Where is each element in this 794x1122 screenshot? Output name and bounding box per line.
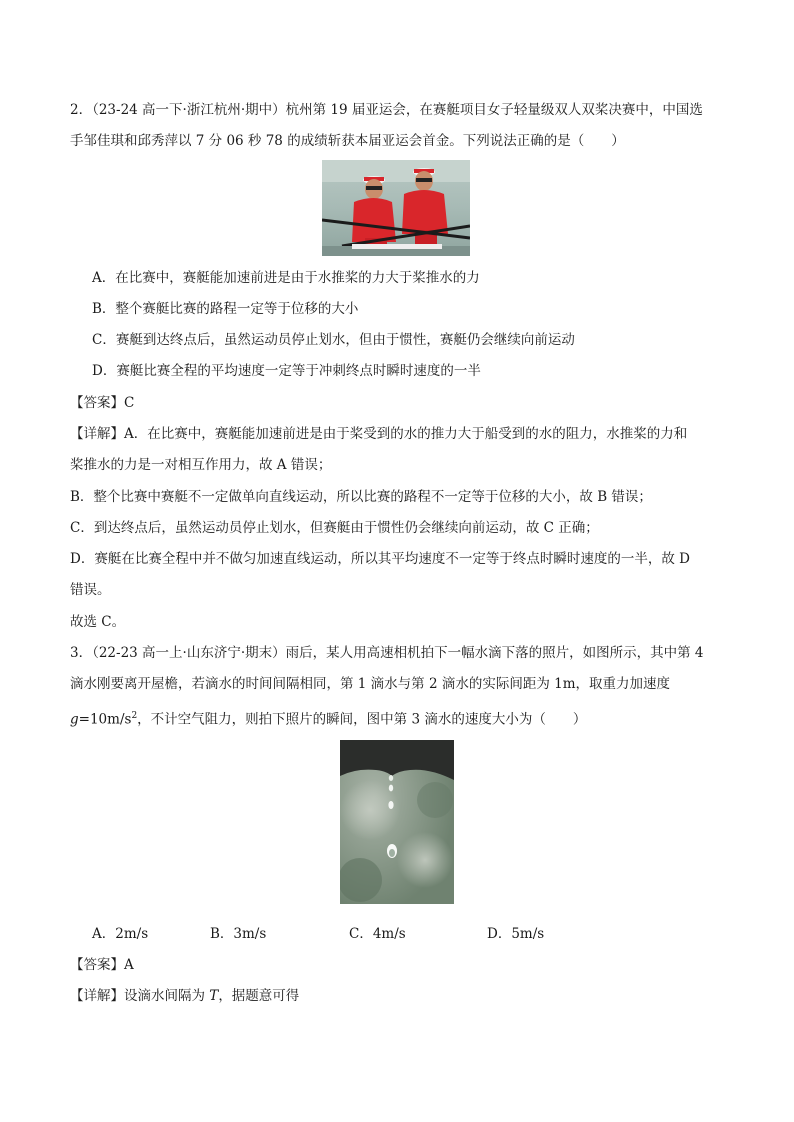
q3-option-b: B．3m/s (210, 926, 267, 942)
q2-option-a: A．在比赛中，赛艇能加速前进是由于水推桨的力大于桨推水的力 (92, 270, 480, 286)
q2-detail-line-3: B．整个比赛中赛艇不一定做单向直线运动，所以比赛的路程不一定等于位移的大小，故 B 错误； (70, 489, 652, 505)
q3-stem-line-3-rest: ，不计空气阻力，则拍下照片的瞬间，图中第 3 滴水的速度大小为（ ） (137, 711, 587, 728)
interval-symbol: T (209, 988, 219, 1004)
q3-stem-line-1: 3．（22-23 高一上·山东济宁·期末）雨后，某人用高速相机拍下一幅水滴下落的照片，如图所示，其中第 4 (70, 645, 704, 661)
q3-stem-line-2: 滴水刚要离开屋檐，若滴水的时间间隔相同，第 1 滴水与第 2 滴水的实际间距为 1m，取重力加速度 (70, 676, 671, 692)
gravity-symbol: g (70, 711, 79, 728)
gravity-exponent: 2 (131, 711, 138, 721)
q2-answer: 【答案】C (70, 395, 135, 411)
q3-option-a: A．2m/s (92, 926, 149, 942)
q3-option-d: D．5m/s (487, 926, 545, 942)
q2-option-d: D．赛艇比赛全程的平均速度一定等于冲刺终点时瞬时速度的一半 (92, 363, 481, 379)
q3-detail-line-1 (70, 986, 299, 1006)
q2-option-c: C．赛艇到达终点后，虽然运动员停止划水，但由于惯性，赛艇仍会继续向前运动 (92, 332, 575, 348)
q2-detail-line-2: 桨推水的力是一对相互作用力，故 A 错误； (70, 457, 332, 473)
q3-stem-line-3 (70, 706, 586, 730)
q2-detail-line-6: 错误。 (70, 582, 111, 598)
gravity-value: =10m/s (78, 711, 132, 728)
q3-answer: 【答案】A (70, 957, 134, 973)
rowing-photo (322, 160, 470, 256)
q2-option-b: B．整个赛艇比赛的路程一定等于位移的大小 (92, 301, 359, 317)
q3-option-c: C．4m/s (349, 926, 406, 942)
q3-detail-suffix: ，据题意可得 (218, 988, 300, 1004)
q2-detail-line-4: C．到达终点后，虽然运动员停止划水，但赛艇由于惯性仍会继续向前运动，故 C 正确； (70, 520, 599, 536)
q2-stem-line-2: 手邹佳琪和邱秀萍以 7 分 06 秒 78 的成绩斩获本届亚运会首金。下列说法正确的是（ ） (70, 133, 625, 149)
q3-detail-prefix: 【详解】设滴水间隔为 (70, 988, 210, 1004)
q2-detail-line-7: 故选 C。 (70, 614, 126, 630)
q2-detail-line-1: 【详解】A．在比赛中，赛艇能加速前进是由于桨受到的水的推力大于船受到的水的阻力，水推桨的力和 (70, 426, 688, 442)
water-drops-photo (340, 740, 454, 904)
q2-stem-line-1: 2．（23-24 高一下·浙江杭州·期中）杭州第 19 届亚运会，在赛艇项目女子轻量级双人双桨决赛中，中国选 (70, 102, 703, 118)
q2-detail-line-5: D．赛艇在比赛全程中并不做匀加速直线运动，所以其平均速度不一定等于终点时瞬时速度的一半，故 D (70, 551, 690, 567)
